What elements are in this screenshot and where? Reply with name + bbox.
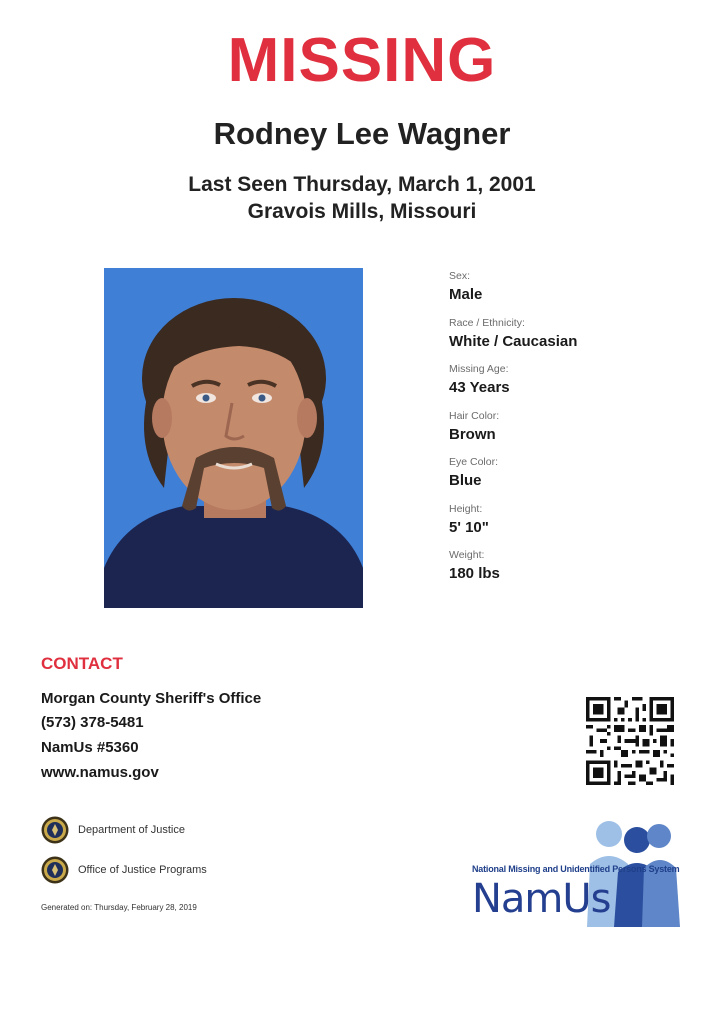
detail-value: Brown — [449, 425, 496, 443]
person-name: Rodney Lee Wagner — [213, 116, 511, 151]
agency-name: Office of Justice Programs — [78, 864, 207, 876]
detail-weight — [449, 547, 709, 594]
doj-seal-icon — [41, 816, 69, 844]
detail-label: Race / Ethnicity: — [449, 316, 525, 329]
detail-label: Eye Color: — [449, 456, 499, 468]
agency-ojp — [41, 855, 207, 885]
detail-label: Height: — [449, 502, 483, 515]
detail-label: Missing Age: — [449, 363, 509, 375]
last-seen-location: Gravois Mills, Missouri — [247, 200, 477, 223]
namus-tagline: National Missing and Unidentified Persons System — [472, 864, 680, 874]
detail-value: Male — [449, 286, 483, 303]
detail-height — [449, 501, 709, 548]
portrait-illustration — [104, 268, 363, 608]
detail-value: White / Caucasian — [449, 332, 578, 350]
detail-label: Sex: — [449, 270, 471, 282]
contact-case-number: NamUs #5360 — [41, 739, 139, 756]
namus-wordmark: NamUs — [472, 876, 611, 922]
contact-phone[interactable]: (573) 378-5481 — [41, 714, 144, 731]
generated-date: Generated on: Thursday, February 28, 2019 — [41, 903, 197, 912]
detail-race — [449, 315, 709, 362]
person-photo — [104, 268, 363, 608]
contact-agency: Morgan County Sheriff's Office — [41, 690, 262, 707]
contact-heading: CONTACT — [41, 654, 123, 673]
detail-hair-color — [449, 408, 709, 455]
contact-website-link[interactable]: www.namus.gov — [41, 764, 159, 781]
details-list — [449, 268, 709, 594]
missing-headline: MISSING — [227, 26, 497, 95]
qr-code[interactable] — [586, 697, 674, 785]
agency-name: Department of Justice — [78, 824, 185, 836]
detail-label: Weight: — [449, 549, 485, 561]
detail-label: Hair Color: — [449, 409, 500, 422]
detail-missing-age — [449, 361, 709, 408]
detail-sex — [449, 268, 709, 315]
last-seen-date: Last Seen Thursday, March 1, 2001 — [188, 173, 536, 196]
detail-value: 43 Years — [449, 379, 510, 396]
detail-eye-color — [449, 454, 709, 501]
detail-value: Blue — [449, 472, 482, 489]
detail-value: 180 lbs — [449, 565, 500, 582]
detail-value: 5' 10" — [449, 518, 489, 536]
ojp-seal-icon — [41, 856, 69, 884]
agency-doj — [41, 815, 185, 845]
